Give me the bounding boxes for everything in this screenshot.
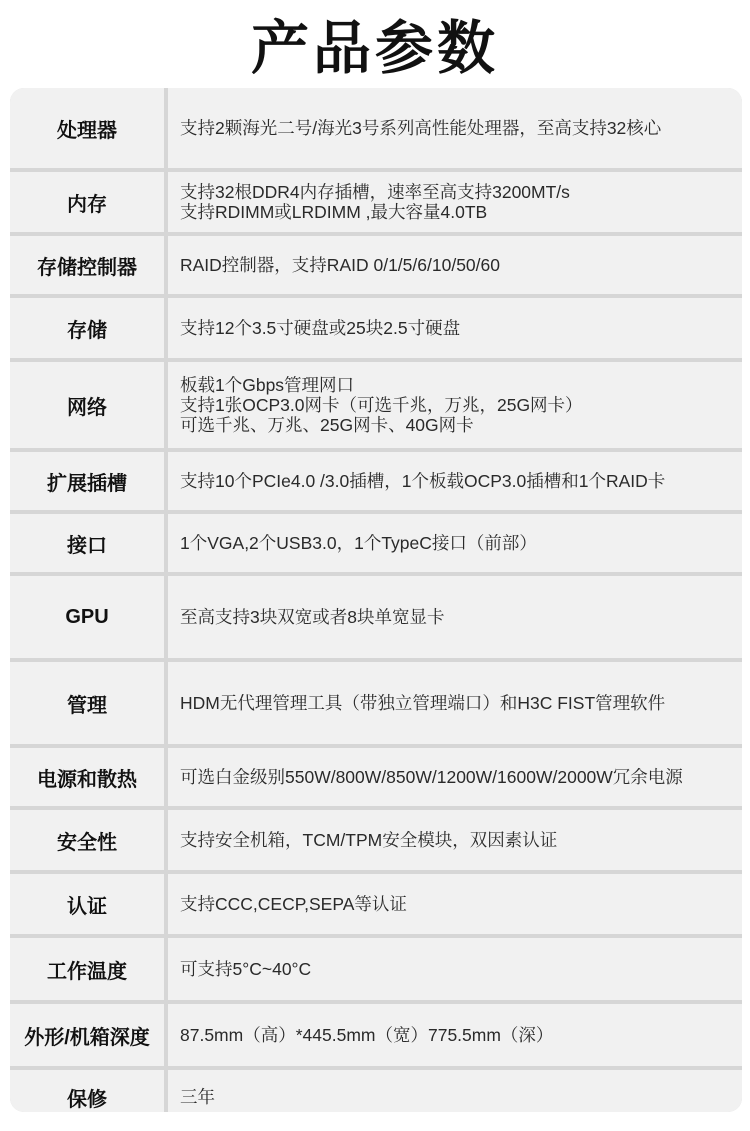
spec-value-line: 支持RDIMM或LRDIMM ,最大容量4.0TB — [180, 202, 488, 222]
spec-value-line: 至高支持3块双宽或者8块单宽显卡 — [180, 607, 445, 627]
spec-value-line: 支持10个PCIe4.0 /3.0插槽，1个板载OCP3.0插槽和1个RAID卡 — [180, 471, 666, 491]
spec-value-line: 支持2颗海光二号/海光3号系列高性能处理器，至高支持32核心 — [180, 118, 662, 138]
spec-label: 存储 — [10, 298, 164, 358]
spec-value — [168, 874, 742, 934]
spec-label: 接口 — [10, 514, 164, 572]
spec-value — [168, 88, 742, 168]
spec-value-line: 板载1个Gbps管理网口 — [180, 375, 355, 395]
spec-value — [168, 452, 742, 510]
spec-label: 认证 — [10, 874, 164, 934]
spec-value-line: HDM无代理管理工具（带独立管理端口）和H3C FIST管理软件 — [180, 693, 666, 713]
spec-label: 工作温度 — [10, 938, 164, 1000]
spec-value — [168, 938, 742, 1000]
spec-label: 内存 — [10, 172, 164, 232]
spec-value — [168, 810, 742, 870]
spec-value — [168, 298, 742, 358]
spec-label: 管理 — [10, 662, 164, 744]
spec-label: 电源和散热 — [10, 748, 164, 806]
spec-label: 保修 — [10, 1070, 164, 1112]
spec-value-line: 支持1张OCP3.0网卡（可选千兆，万兆，25G网卡） — [180, 395, 583, 415]
spec-label: 扩展插槽 — [10, 452, 164, 510]
spec-value-line: 可选千兆、万兆、25G网卡、40G网卡 — [180, 415, 474, 435]
spec-value-line: 1个VGA,2个USB3.0，1个TypeC接口（前部） — [180, 533, 537, 553]
spec-value-line: 支持安全机箱，TCM/TPM安全模块，双因素认证 — [180, 830, 558, 850]
spec-value — [168, 362, 742, 448]
spec-value — [168, 748, 742, 806]
spec-value-line: 可支持5°C~40°C — [180, 959, 312, 979]
spec-value — [168, 1004, 742, 1066]
spec-label: GPU — [10, 576, 164, 658]
spec-label: 处理器 — [10, 88, 164, 168]
spec-value — [168, 172, 742, 232]
spec-value-line: 87.5mm（高）*445.5mm（宽）775.5mm（深） — [180, 1025, 554, 1045]
spec-value — [168, 236, 742, 294]
spec-value — [168, 514, 742, 572]
spec-table — [10, 88, 742, 1112]
spec-label: 外形/机箱深度 — [10, 1004, 164, 1066]
spec-value — [168, 662, 742, 744]
spec-label: 安全性 — [10, 810, 164, 870]
spec-value-line: 三年 — [180, 1087, 215, 1107]
spec-value — [168, 1070, 742, 1112]
spec-label: 网络 — [10, 362, 164, 448]
spec-value-line: 支持CCC,CECP,SEPA等认证 — [180, 894, 407, 914]
spec-value-line: 支持12个3.5寸硬盘或25块2.5寸硬盘 — [180, 318, 461, 338]
spec-value-line: 支持32根DDR4内存插槽，速率至高支持3200MT/s — [180, 182, 570, 202]
spec-value-line: 可选白金级别550W/800W/850W/1200W/1600W/2000W冗余电源 — [180, 767, 683, 787]
spec-value — [168, 576, 742, 658]
spec-value-line: RAID控制器，支持RAID 0/1/5/6/10/50/60 — [180, 255, 500, 275]
spec-label: 存储控制器 — [10, 236, 164, 294]
page-title: 产品参数 — [250, 14, 499, 82]
